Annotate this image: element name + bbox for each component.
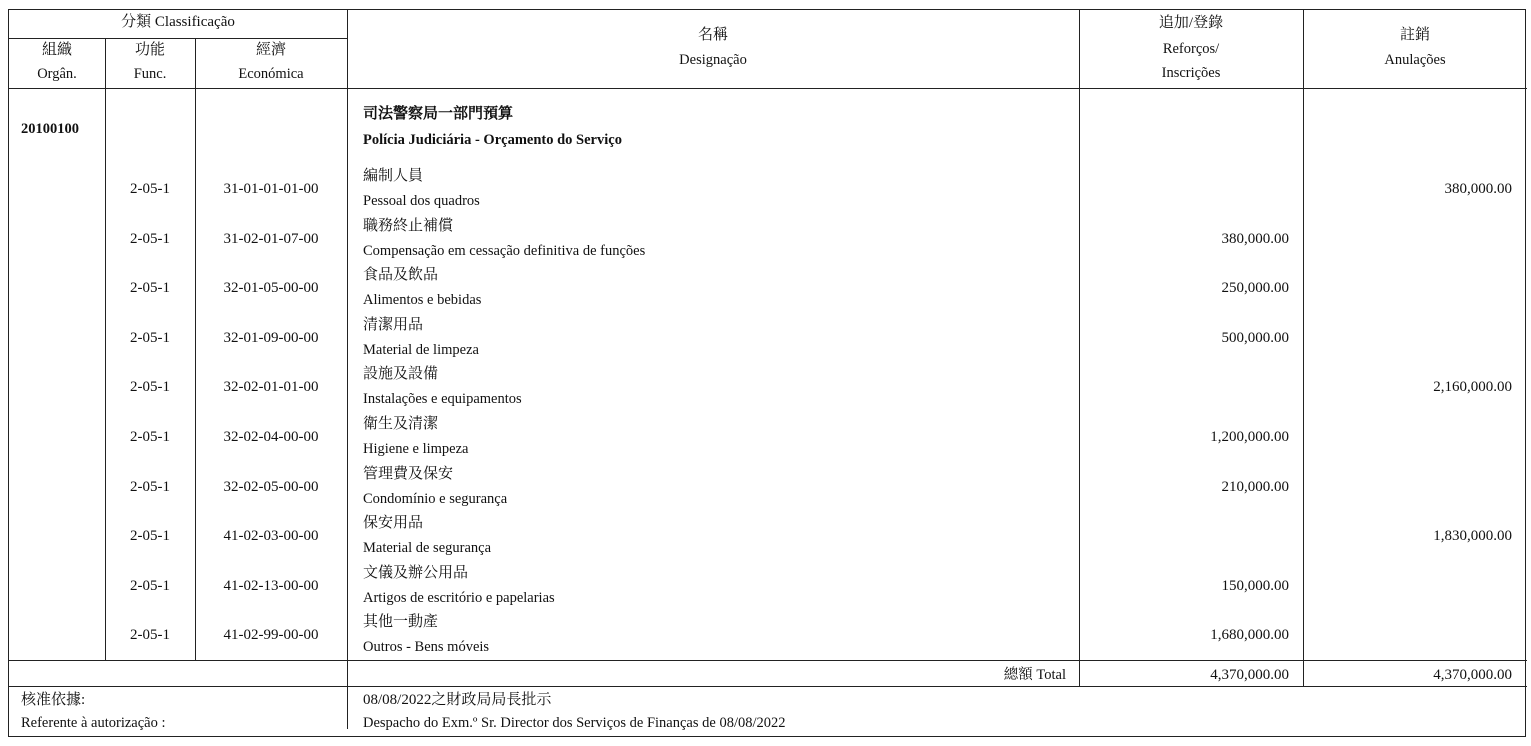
- row-designation-zh: 編制人員: [363, 168, 424, 184]
- reforcos-header-zh: 追加/登錄: [1158, 15, 1224, 31]
- row-anulacoes-amount: 380,000.00: [1444, 181, 1512, 197]
- row-functional-code: 2-05-1: [130, 181, 170, 197]
- row-designation-pt: Outros - Bens móveis: [363, 639, 490, 656]
- budget-table: [8, 9, 1526, 737]
- col-divider-organic: [105, 38, 106, 660]
- functional-header-zh: 功能: [134, 42, 166, 58]
- authorization-basis-zh: 核准依據:: [21, 692, 86, 708]
- classification-header: 分類 Classificação: [121, 14, 235, 30]
- authorization-text-pt: Despacho do Exm.º Sr. Director dos Serviços de Finanças de 08/08/2022: [363, 715, 786, 731]
- row-functional-code: 2-05-1: [130, 478, 170, 495]
- row-designation-pt: Instalações e equipamentos: [363, 391, 522, 408]
- organic-header-pt: Orgân.: [37, 66, 77, 82]
- designation-header-zh: 名稱: [697, 27, 729, 43]
- row-designation-pt: Alimentos e bebidas: [363, 292, 482, 309]
- classification-divider: [9, 38, 347, 39]
- row-designation-pt: Condomínio e segurança: [363, 490, 508, 507]
- row-designation-pt: Artigos de escritório e papelarias: [363, 589, 555, 606]
- row-functional-code: 2-05-1: [130, 280, 170, 297]
- anulacoes-header-pt: Anulações: [1384, 52, 1446, 68]
- row-designation-zh: 衛生及清潔: [363, 416, 439, 432]
- row-designation-pt: Material de segurança: [363, 540, 492, 557]
- row-functional-code: 2-05-1: [130, 379, 170, 396]
- row-reforcos-amount: 1,680,000.00: [1210, 627, 1289, 644]
- row-economic-code: 31-01-01-01-00: [223, 181, 319, 197]
- row-designation-pt: Material de limpeza: [363, 341, 479, 358]
- section-title-pt: Polícia Judiciária - Orçamento do Serviço: [363, 132, 622, 148]
- row-functional-code: 2-05-1: [130, 627, 170, 644]
- row-designation-zh: 食品及飲品: [363, 267, 439, 284]
- row-reforcos-amount: 210,000.00: [1221, 478, 1289, 495]
- functional-header-pt: Func.: [133, 66, 167, 82]
- row-designation-zh: 保安用品: [363, 515, 424, 532]
- organic-header-zh: 組織: [41, 42, 73, 58]
- total-anulacoes: 4,370,000.00: [1433, 667, 1512, 683]
- row-anulacoes-amount: 2,160,000.00: [1433, 379, 1512, 396]
- row-reforcos-amount: 1,200,000.00: [1210, 429, 1289, 445]
- reforcos-header-pt1: Reforços/: [1162, 41, 1220, 57]
- row-economic-code: 41-02-99-00-00: [223, 627, 319, 644]
- row-functional-code: 2-05-1: [130, 429, 170, 445]
- row-designation-zh: 職務終止補償: [363, 217, 454, 234]
- header-bottom-line: [9, 88, 1527, 89]
- col-divider-designation: [1079, 10, 1080, 686]
- row-economic-code: 32-02-04-00-00: [223, 429, 319, 445]
- col-divider-economic: [347, 10, 348, 729]
- col-divider-functional: [195, 38, 196, 660]
- row-designation-pt: Compensação em cessação definitiva de funções: [363, 242, 646, 259]
- row-designation-zh: 管理費及保安: [363, 465, 454, 482]
- row-reforcos-amount: 150,000.00: [1221, 577, 1289, 594]
- anulacoes-header-zh: 註銷: [1399, 27, 1431, 43]
- economic-header-zh: 經濟: [255, 42, 287, 58]
- reforcos-header-pt2: Inscrições: [1161, 65, 1221, 81]
- row-economic-code: 32-01-05-00-00: [223, 280, 319, 297]
- authorization-basis-pt: Referente à autorização :: [21, 715, 166, 731]
- designation-header-pt: Designação: [679, 52, 747, 68]
- row-economic-code: 32-02-05-00-00: [223, 478, 319, 495]
- row-economic-code: 41-02-13-00-00: [223, 577, 319, 594]
- row-functional-code: 2-05-1: [130, 528, 170, 545]
- organic-code: 20100100: [21, 121, 79, 137]
- economic-header-pt: Económica: [238, 66, 304, 82]
- total-label: 總額 Total: [1003, 667, 1066, 683]
- row-designation-pt: Higiene e limpeza: [363, 441, 469, 457]
- row-reforcos-amount: 250,000.00: [1221, 280, 1289, 297]
- body-bottom-line: [9, 660, 1527, 661]
- total-reforcos: 4,370,000.00: [1210, 667, 1289, 683]
- row-reforcos-amount: 500,000.00: [1221, 329, 1289, 346]
- row-designation-zh: 設施及設備: [363, 366, 439, 383]
- total-bottom-line: [9, 686, 1527, 687]
- row-anulacoes-amount: 1,830,000.00: [1433, 528, 1512, 545]
- col-divider-reforcos: [1303, 10, 1304, 686]
- row-reforcos-amount: 380,000.00: [1221, 230, 1289, 247]
- row-functional-code: 2-05-1: [130, 577, 170, 594]
- row-economic-code: 32-02-01-01-00: [223, 379, 319, 396]
- section-title-zh: 司法警察局一部門預算: [363, 106, 514, 122]
- row-economic-code: 31-02-01-07-00: [223, 230, 319, 247]
- row-economic-code: 41-02-03-00-00: [223, 528, 319, 545]
- row-designation-zh: 文儀及辦公用品: [363, 564, 469, 581]
- row-functional-code: 2-05-1: [130, 329, 170, 346]
- row-designation-pt: Pessoal dos quadros: [363, 193, 480, 209]
- authorization-text-zh: 08/08/2022之財政局局長批示: [363, 692, 552, 708]
- row-designation-zh: 其他一動產: [363, 614, 439, 631]
- row-designation-zh: 清潔用品: [363, 316, 424, 333]
- row-functional-code: 2-05-1: [130, 230, 170, 247]
- row-economic-code: 32-01-09-00-00: [223, 329, 319, 346]
